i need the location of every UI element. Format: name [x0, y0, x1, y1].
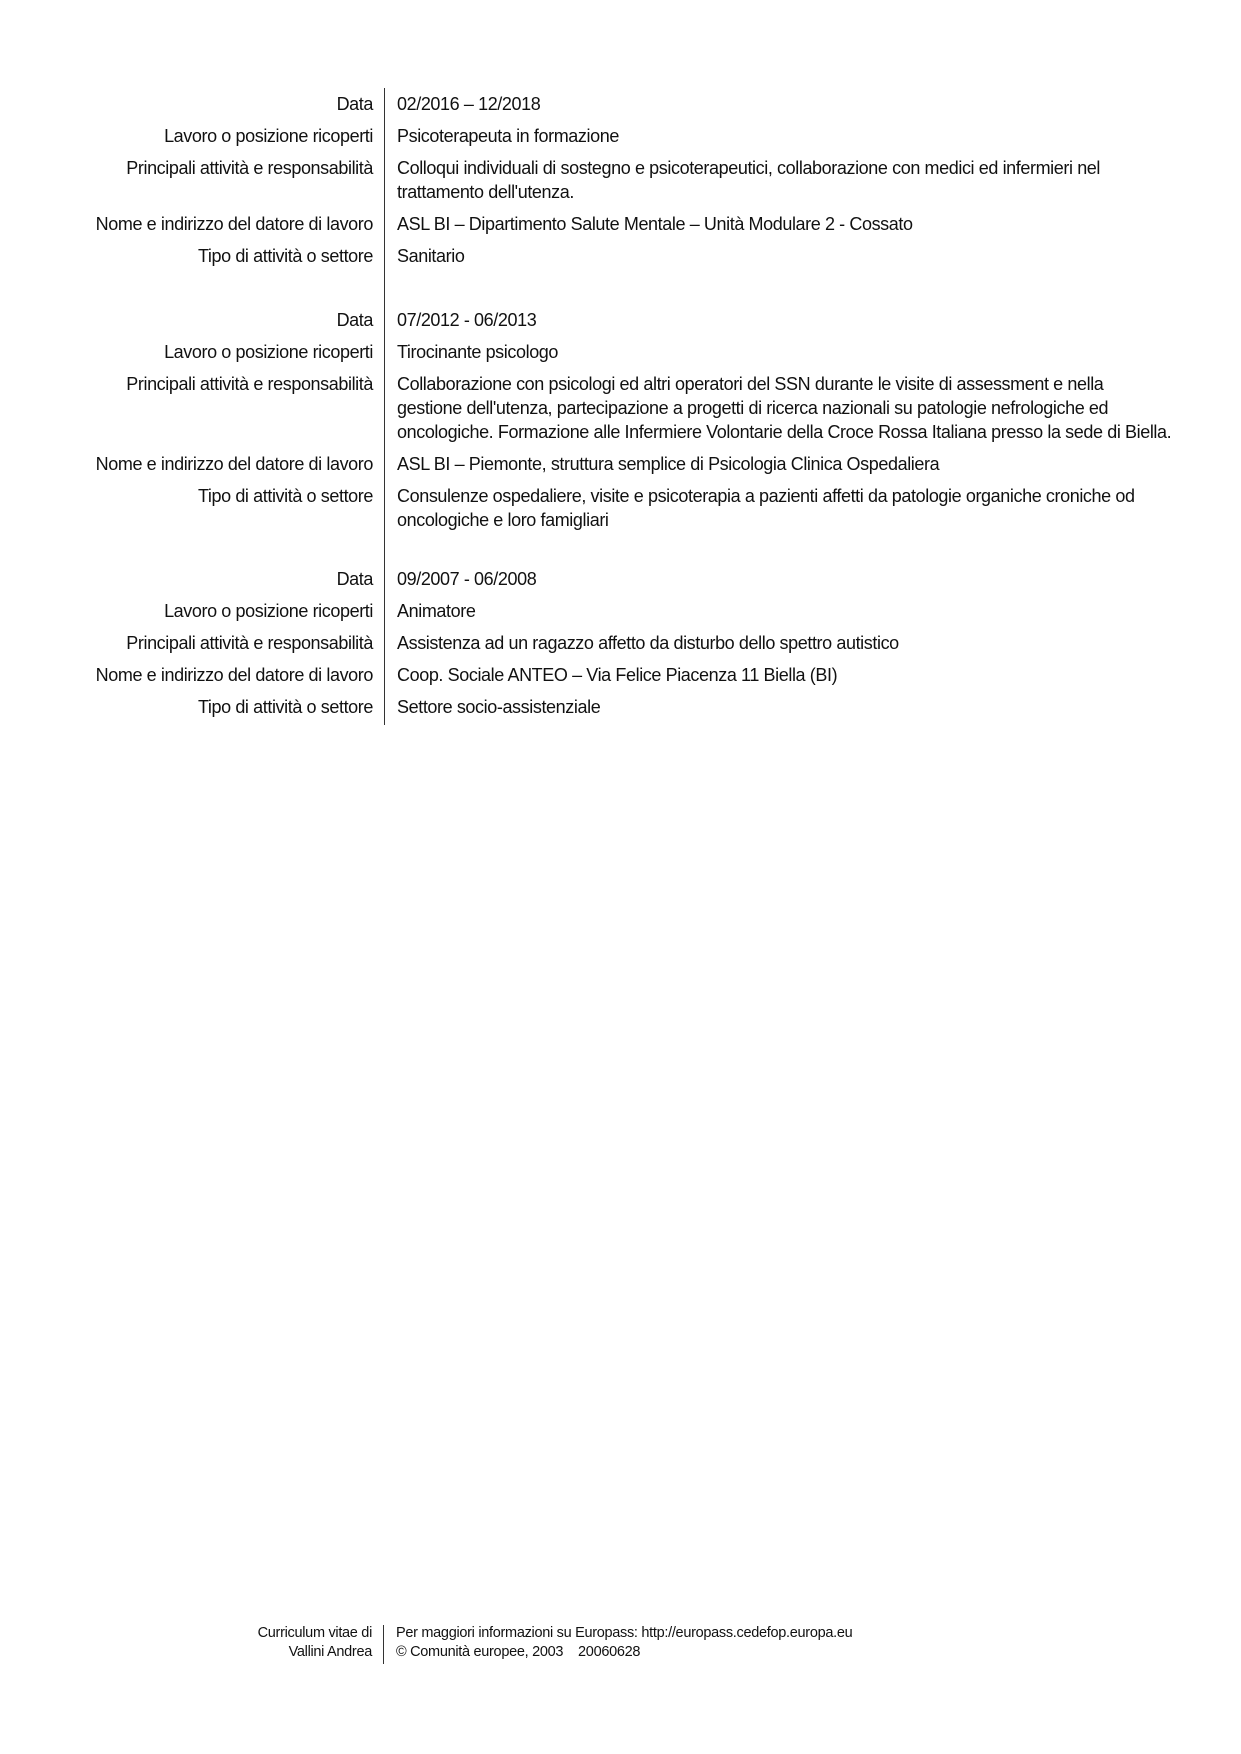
activities-label: Principali attività e responsabilità: [126, 374, 373, 394]
position-label: Lavoro o posizione ricoperti: [164, 126, 373, 146]
sector-line: Sanitario: [397, 246, 465, 266]
work-entry-3: [0, 567, 1241, 727]
footer-copyright: © Comunità europee, 2003 20060628: [396, 1644, 641, 1660]
date-value: 09/2007 - 06/2008: [397, 569, 537, 589]
employer-label: Nome e indirizzo del datore di lavoro: [95, 665, 373, 685]
employer-row: [0, 212, 1241, 244]
sector-line: Settore socio-assistenziale: [397, 697, 601, 717]
employer-label: Nome e indirizzo del datore di lavoro: [95, 454, 373, 474]
activities-line: gestione dell'utenza, partecipazione a progetti di ricerca nazionali su patologie nefrologiche ed: [397, 398, 1109, 418]
activities-value: [397, 372, 1187, 444]
sector-value: [397, 695, 1187, 719]
employer-value: ASL BI – Dipartimento Salute Mentale – Unità Modulare 2 - Cossato: [397, 214, 913, 234]
date-label: Data: [336, 310, 373, 330]
position-row: [0, 599, 1241, 631]
work-entry-2: [0, 308, 1241, 540]
employer-row: [0, 452, 1241, 484]
position-row: [0, 124, 1241, 156]
date-row: [0, 92, 1241, 124]
activities-line: Colloqui individuali di sostegno e psicoterapeutici, collaborazione con medici ed infermieri nel: [397, 158, 1101, 178]
employer-value: Coop. Sociale ANTEO – Via Felice Piacenza 11 Biella (BI): [397, 665, 838, 685]
activities-row: [0, 372, 1241, 452]
work-entry-1: [0, 92, 1241, 276]
position-label: Lavoro o posizione ricoperti: [164, 342, 373, 362]
footer-owner-name: Vallini Andrea: [288, 1644, 372, 1660]
date-row: [0, 308, 1241, 340]
activities-line: oncologiche. Formazione alle Infermiere Volontarie della Croce Rossa Italiana presso la sede di Biella.: [397, 422, 1172, 442]
sector-label: Tipo di attività o settore: [197, 486, 373, 506]
activities-value: [397, 156, 1187, 204]
sector-row: [0, 244, 1241, 276]
sector-row: [0, 695, 1241, 727]
footer-europass-link-text: Per maggiori informazioni su Europass: http://europass.cedefop.europa.eu: [396, 1625, 853, 1641]
date-row: [0, 567, 1241, 599]
footer-europass-info: [396, 1624, 1096, 1662]
footer-divider-line: [383, 1625, 384, 1664]
date-label: Data: [336, 94, 373, 114]
footer-cv-label: Curriculum vitae di: [257, 1625, 372, 1641]
sector-value: [397, 484, 1187, 532]
position-label: Lavoro o posizione ricoperti: [164, 601, 373, 621]
employer-label: Nome e indirizzo del datore di lavoro: [95, 214, 373, 234]
sector-line: oncologiche e loro famigliari: [397, 510, 609, 530]
position-value: Animatore: [397, 601, 476, 621]
date-value: 07/2012 - 06/2013: [397, 310, 537, 330]
sector-row: [0, 484, 1241, 540]
employer-row: [0, 663, 1241, 695]
position-value: Psicoterapeuta in formazione: [397, 126, 619, 146]
activities-row: [0, 631, 1241, 663]
date-value: 02/2016 – 12/2018: [397, 94, 541, 114]
sector-value: [397, 244, 1187, 268]
date-label: Data: [336, 569, 373, 589]
activities-label: Principali attività e responsabilità: [126, 633, 373, 653]
position-row: [0, 340, 1241, 372]
activities-line: Assistenza ad un ragazzo affetto da disturbo dello spettro autistico: [397, 633, 899, 653]
sector-label: Tipo di attività o settore: [197, 246, 373, 266]
position-value: Tirocinante psicologo: [397, 342, 559, 362]
activities-line: trattamento dell'utenza.: [397, 182, 574, 202]
footer-cv-owner: [0, 1624, 372, 1662]
activities-row: [0, 156, 1241, 212]
activities-label: Principali attività e responsabilità: [126, 158, 373, 178]
activities-value: [397, 631, 1187, 655]
activities-line: Collaborazione con psicologi ed altri operatori del SSN durante le visite di assessment e nella: [397, 374, 1104, 394]
sector-label: Tipo di attività o settore: [197, 697, 373, 717]
sector-line: Consulenze ospedaliere, visite e psicoterapia a pazienti affetti da patologie organiche croniche od: [397, 486, 1135, 506]
employer-value: ASL BI – Piemonte, struttura semplice di Psicologia Clinica Ospedaliera: [397, 454, 940, 474]
